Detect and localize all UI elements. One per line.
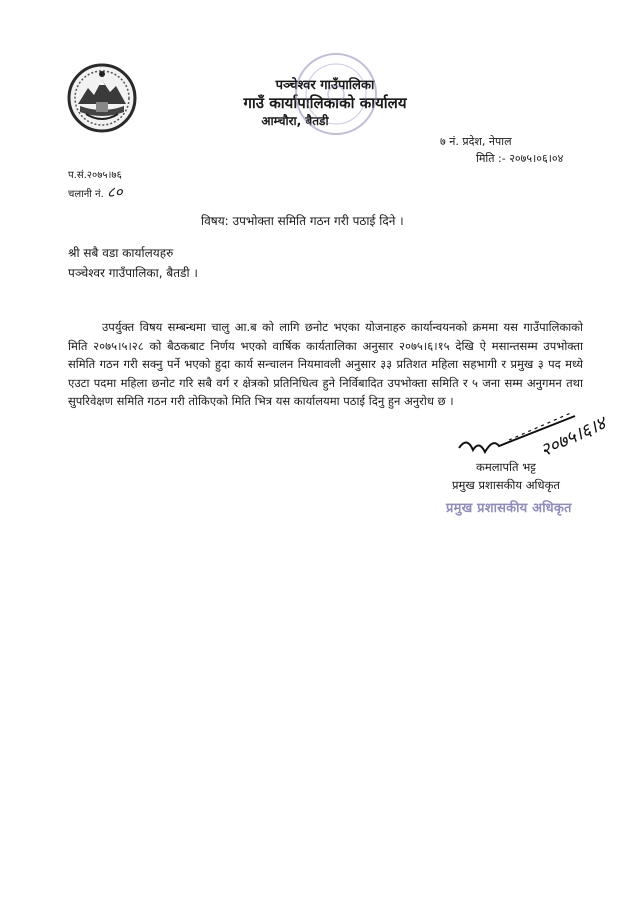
header-municipality-name: पञ्चेश्वर गाउँपालिका: [275, 78, 375, 93]
header-office-name: गाउँ कार्यापालिकाको कार्यालय: [243, 94, 407, 112]
letter-date: मिति :- २०७५।०६।०४: [476, 152, 564, 165]
dispatch-number-label: चलानी नं.: [68, 189, 104, 200]
dispatch-number-value: ८०: [106, 183, 123, 201]
signatory-name: कमलापति भट्ट: [476, 460, 536, 474]
reference-number: प.सं.२०७५।७६: [68, 170, 122, 181]
office-seal-stamp: [292, 50, 380, 138]
handwritten-signature-date: २०७५।६।४: [537, 412, 610, 462]
addressee-line-1: श्री सबै वडा कार्यालयहरु: [68, 246, 174, 260]
office-province: ७ नं. प्रदेश, नेपाल: [440, 135, 512, 148]
letter-body: उपर्युक्त विषय सम्बन्धमा चालु आ.ब को लागि छनोट भएका योजनाहरु कार्यान्वयनको क्रममा यस गाउँपालिकाको मिति २०७५।५।२८ को बैठकबाट निर्णय भएको वार्षिक कार्यतालिका अनुसार २०७५।६।१५ देखि ऐ मसान्तसम्म उपभोक्ता समिति गठन गरी सक्नु पर्ने भएको हुदा कार्य सन्चालन नियमावली अनुसार ३३ प्रतिशत महिला सहभागी र प्रमुख ३ पद मध्ये एउटा पदमा महिला छनोट गरि सबै वर्ग र क्षेत्रको प्रतिनिधित्व हुने निर्विबादित उपभोक्ता समिति र ५ जना सम्म अनुगमन तथा सुपरिवेक्षण समिति गठन गरी तोकिएको मिति भित्र यस कार्यालयमा पठाई दिनु हुन अनुरोध छ ।: [68, 320, 583, 408]
addressee-line-2: पञ्चेश्वर गाउँपालिका, बैतडी ।: [68, 266, 198, 280]
handwritten-signature: [455, 396, 625, 468]
letter-subject: विषय: उपभोक्ता समिति गठन गरी पठाई दिने ।: [201, 214, 404, 228]
header-location: आम्चौरा, बैतडी: [261, 114, 329, 128]
dispatch-number-row: [68, 182, 123, 202]
signatory-designation: प्रमुख प्रशासकीय अधिकृत: [452, 478, 560, 492]
nepal-emblem-icon: [66, 62, 138, 134]
designation-stamp: प्रमुख प्रशासकीय अधिकृत: [446, 501, 572, 516]
